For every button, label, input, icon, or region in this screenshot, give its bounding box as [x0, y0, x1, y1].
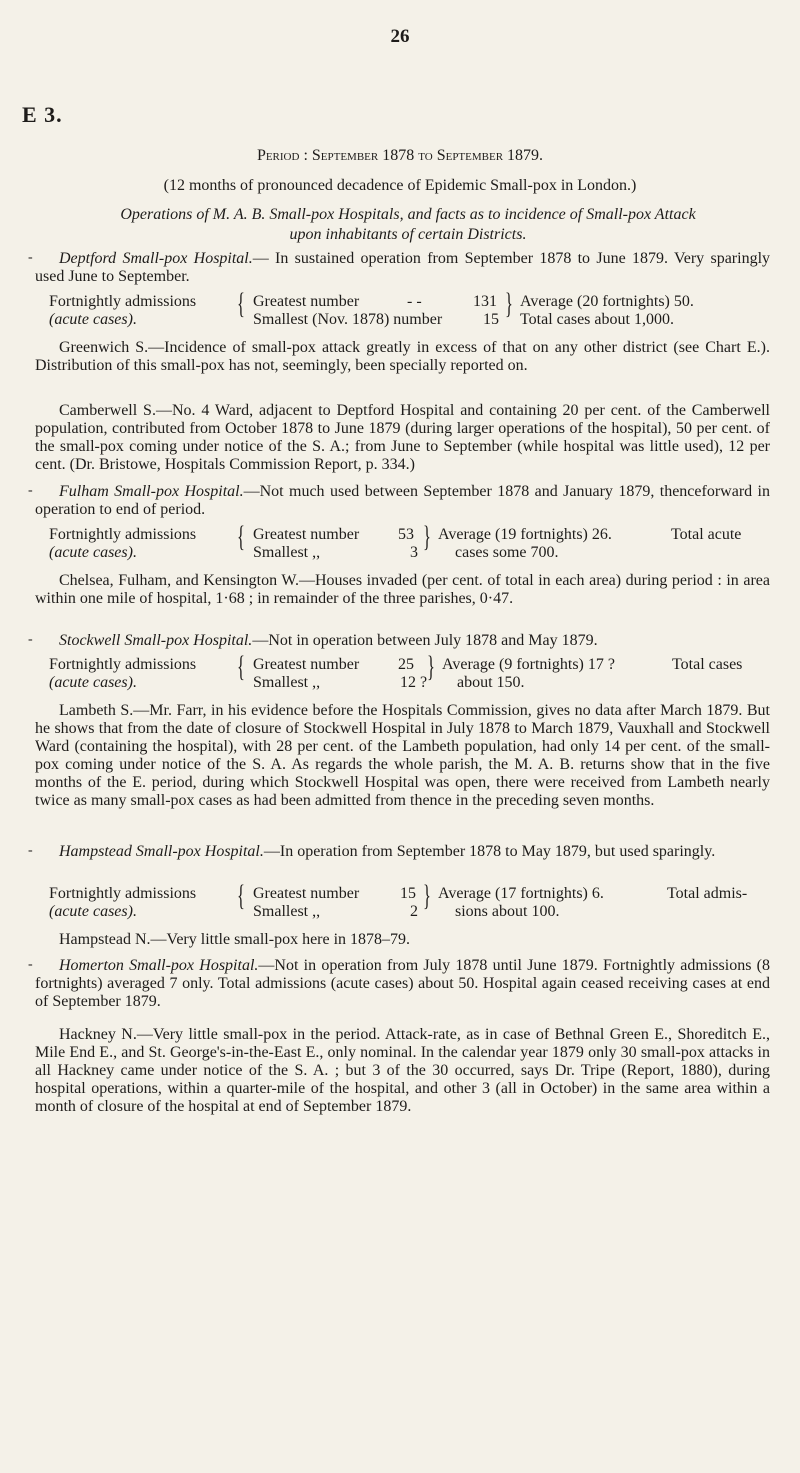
operations-line2: upon inhabitants of certain Districts.	[289, 226, 527, 243]
deptford-adm-label: Fortnightly admissions	[49, 293, 197, 310]
deptford-dashes: - -	[407, 293, 422, 310]
lambeth-paragraph: Lambeth S.—Mr. Farr, in his evidence before the Hospitals Commission, gives no data after March 1879. But he shows that from the date of closure of Stockwell Hospital in July 1878 to March 1879, Vauxhall and Stockwell Ward (containing the hospital), with 28 per cent. of the Lambeth population, had only 14 per cent. of the small-pox coming under notice of the S. A. As regards the whole parish, the M. A. B. returns show that in the five months of the E. period, during which Stockwell Hospital was open, there were received from Lambeth nearly twice as many small-pox cases as had been admitted from thence in the preceding seven months.	[35, 702, 770, 809]
brace-left: {	[237, 650, 245, 683]
greenwich-paragraph: Greenwich S.—Incidence of small-pox attack greatly in excess of that on any other district (see Chart E.). Distribution of this small-pox has not, seemingly, been specially reported on.	[35, 339, 770, 374]
stockwell-total-a: Total cases	[672, 656, 743, 673]
hampstead-paragraph	[35, 843, 770, 861]
hampstead-total-b: sions about 100.	[455, 903, 560, 920]
fulham-smallest-label: Smallest ,,	[253, 544, 321, 561]
hampstead-acute-label: (acute cases).	[49, 903, 137, 920]
fulham-greatest-label: Greatest number	[253, 526, 360, 543]
brace-right: }	[427, 650, 435, 683]
deptford-greatest-label: Greatest number	[253, 293, 360, 310]
fulham-title: Fulham Small-pox Hospital.	[59, 483, 244, 500]
fulham-stats-row2	[35, 544, 775, 562]
hampstead-greatest-value: 15	[400, 885, 416, 902]
section-tag: E 3.	[22, 102, 63, 127]
deptford-acute-label: (acute cases).	[49, 311, 137, 328]
fulham-total-a: Total acute	[671, 526, 742, 543]
fulham-total-b: cases some 700.	[455, 544, 559, 561]
page-number: 26	[390, 26, 410, 47]
margin-tick: -	[28, 483, 33, 498]
deptford-smallest-value: 15	[483, 311, 499, 328]
hampstead-average: Average (17 fortnights) 6.	[438, 885, 604, 902]
homerton-title: Homerton Small-pox Hospital.	[59, 957, 259, 974]
fulham-greatest-value: 53	[398, 526, 414, 543]
stockwell-acute-label: (acute cases).	[49, 674, 137, 691]
deptford-stats-row2	[35, 311, 775, 329]
margin-tick: -	[28, 843, 33, 858]
stockwell-greatest-value: 25	[398, 656, 414, 673]
hampstead-text: —In operation from September 1878 to May 1879, but used sparingly.	[263, 843, 716, 860]
brace-left: {	[237, 520, 245, 553]
deptford-title: Deptford Small-pox Hospital.	[59, 250, 253, 267]
brace-left: {	[237, 879, 245, 912]
hampstead-n-paragraph: Hampstead N.—Very little small-pox here in 1878–79.	[59, 931, 411, 948]
deptford-smallest-label: Smallest (Nov. 1878) number	[253, 311, 443, 328]
stockwell-total-b: about 150.	[457, 674, 525, 691]
deptford-text: — In sustained operation from September 1878 to June 1879. Very sparingly used June to September.	[35, 250, 771, 285]
period-heading-text: Period : September 1878 to September 1879.	[256, 147, 544, 164]
deptford-paragraph	[35, 250, 770, 286]
deptford-average: Average (20 fortnights) 50.	[520, 293, 694, 310]
stockwell-greatest-label: Greatest number	[253, 656, 360, 673]
fulham-paragraph	[35, 483, 770, 519]
stockwell-smallest-value: 12 ?	[400, 674, 428, 691]
hampstead-total-a: Total admis-	[667, 885, 748, 902]
camberwell-paragraph: Camberwell S.—No. 4 Ward, adjacent to Deptford Hospital and containing 20 per cent. of the Camberwell population, contributed from October 1878 to June 1879 (during larger operations of the hospital), 50 per cent. of the small-pox coming under notice of the S. A.; from June to September (while hospital was little used), 12 per cent. (Dr. Bristowe, Hospitals Commission Report, p. 334.)	[35, 402, 770, 473]
operations-title	[58, 205, 758, 245]
hampstead-stats-row2	[35, 903, 775, 921]
margin-tick: -	[28, 250, 33, 265]
fulham-adm-label: Fortnightly admissions	[49, 526, 197, 543]
period-heading	[22, 147, 778, 165]
fulham-acute-label: (acute cases).	[49, 544, 137, 561]
stockwell-adm-label: Fortnightly admissions	[49, 656, 197, 673]
stockwell-title: Stockwell Small-pox Hospital.	[59, 632, 253, 649]
hampstead-greatest-label: Greatest number	[253, 885, 360, 902]
fulham-smallest-value: 3	[410, 544, 418, 561]
hackney-paragraph: Hackney N.—Very little small-pox in the period. Attack-rate, as in case of Bethnal Green E., Shoreditch E., Mile End E., and St. George's-in-the-East E., only nominal. In the calendar year 1879 only 30 small-pox attacks in all Hackney came under notice of the S. A. ; but 3 of the 30 occurred, says Dr. Tripe (Report, 1880), during hospital operations, within a quarter-mile of the hospital, and other 3 (all in October) in the same area within a month of closure of the hospital at end of September 1879.	[35, 1026, 770, 1115]
fulham-text: —Not much used between September 1878 and January 1879, thenceforward in operation to end of period.	[35, 483, 771, 518]
brace-left: {	[237, 287, 245, 320]
hampstead-adm-label: Fortnightly admissions	[49, 885, 197, 902]
brace-right: }	[423, 879, 431, 912]
stockwell-average: Average (9 fortnights) 17 ?	[442, 656, 615, 673]
hampstead-smallest-label: Smallest ,,	[253, 903, 321, 920]
deptford-total: Total cases about 1,000.	[520, 311, 674, 328]
homerton-text: —Not in operation from July 1878 until June 1879. Fortnightly admissions (8 fortnights) averaged 7 only. Total admissions (acute cases) about 50. Hospital again ceased receiving cases at end of September 1879.	[35, 957, 771, 1010]
brace-right: }	[423, 520, 431, 553]
chelsea-paragraph: Chelsea, Fulham, and Kensington W.—Houses invaded (per cent. of total in each area) during period : in area within one mile of hospital, 1·68 ; in remainder of the three parishes, 0·47.	[35, 572, 770, 607]
margin-tick: -	[28, 957, 33, 972]
operations-line1: Operations of M. A. B. Small-pox Hospitals, and facts as to incidence of Small-pox Attack	[120, 206, 696, 223]
stockwell-text: —Not in operation between July 1878 and May 1879.	[252, 632, 598, 649]
hampstead-title: Hampstead Small-pox Hospital.	[59, 843, 264, 860]
hampstead-smallest-value: 2	[410, 903, 418, 920]
brace-right: }	[505, 287, 513, 320]
subheading: (12 months of pronounced decadence of Epidemic Small-pox in London.)	[163, 177, 637, 194]
margin-tick: -	[28, 632, 33, 647]
stockwell-stats-row2	[35, 674, 775, 692]
stockwell-paragraph	[35, 632, 770, 650]
deptford-greatest-value: 131	[473, 293, 497, 310]
stockwell-smallest-label: Smallest ,,	[253, 674, 321, 691]
fulham-average: Average (19 fortnights) 26.	[438, 526, 612, 543]
homerton-paragraph	[35, 957, 770, 1011]
